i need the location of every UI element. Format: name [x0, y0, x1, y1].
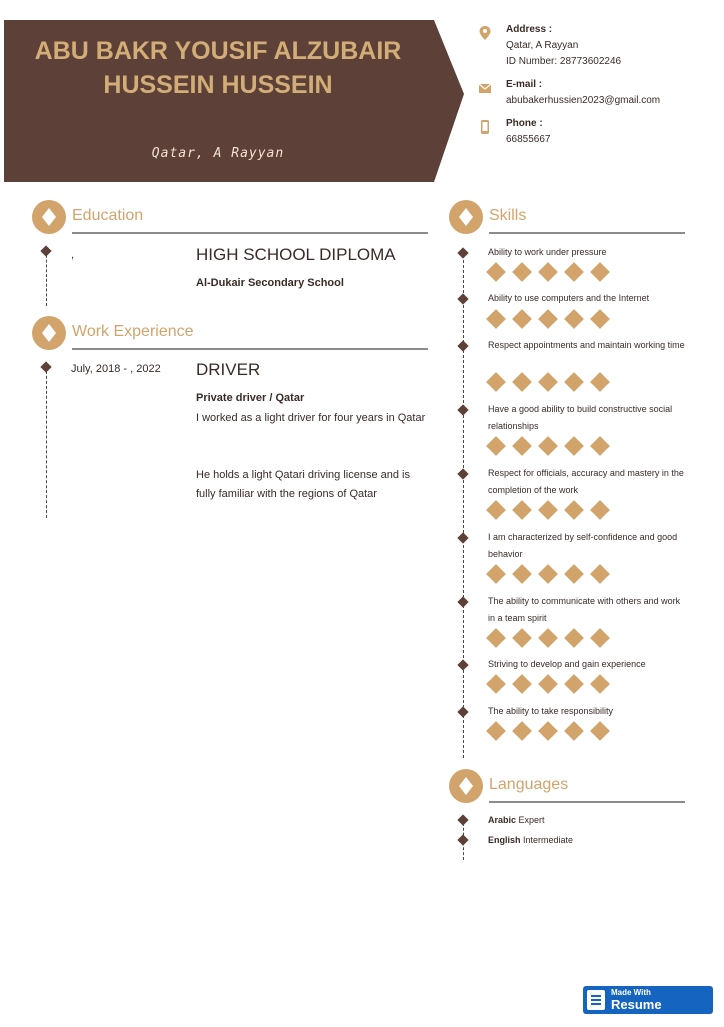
- rating-diamond-icon: [538, 372, 558, 392]
- rating-diamond-icon: [564, 674, 584, 694]
- rating-diamond-icon: [564, 721, 584, 741]
- work-title: Work Experience: [72, 323, 194, 340]
- rating-diamond-icon: [564, 564, 584, 584]
- language-name: Arabic: [488, 815, 517, 825]
- contact-block: [478, 22, 718, 155]
- rating-diamond-icon: [590, 262, 610, 282]
- address-label: Address :: [506, 24, 553, 35]
- work-description-2: He holds a light Qatari driving license and is fully familiar with the regions of Qatar: [196, 469, 411, 500]
- rating-diamond-icon: [590, 500, 610, 520]
- contact-phone: [478, 116, 718, 148]
- rating-diamond-icon: [486, 721, 506, 741]
- rating-diamond-icon: [590, 674, 610, 694]
- timeline-dot: [40, 245, 51, 256]
- skill-label: Respect appointments and maintain working time: [488, 340, 685, 350]
- education-date: ,: [71, 249, 75, 261]
- address-value: Qatar, A Rayyan: [506, 40, 579, 51]
- rating-diamond-icon: [512, 628, 532, 648]
- timeline-dot: [40, 361, 51, 372]
- work-company: Private driver / Qatar: [196, 392, 305, 404]
- rating-diamond-icon: [564, 309, 584, 329]
- rating-diamond-icon: [512, 436, 532, 456]
- work-description-1: I worked as a light driver for four years in Qatar: [196, 412, 426, 424]
- rating-diamond-icon: [564, 500, 584, 520]
- rating-diamond-icon: [590, 564, 610, 584]
- rating-diamond-icon: [486, 628, 506, 648]
- section-diamond-icon: [32, 316, 66, 350]
- rating-diamond-icon: [486, 436, 506, 456]
- candidate-name: ABU BAKR YOUSIF ALZUBAIR HUSSEIN HUSSEIN: [34, 37, 402, 99]
- timeline-line: [46, 250, 47, 306]
- timeline-dot: [457, 596, 468, 607]
- language-row: [488, 832, 573, 849]
- language-name: English: [488, 835, 521, 845]
- skill-label: The ability to take responsibility: [488, 706, 614, 716]
- rating-diamond-icon: [590, 436, 610, 456]
- document-icon: [587, 990, 605, 1010]
- phone-value[interactable]: 66855667: [506, 134, 551, 145]
- header-location: Qatar, A Rayyan: [151, 146, 285, 161]
- badge-line-2: Resume Builder!: [611, 997, 662, 1027]
- rating-diamond-icon: [486, 262, 506, 282]
- section-rule: [489, 232, 685, 234]
- envelope-icon: [478, 80, 492, 96]
- rating-diamond-icon: [538, 500, 558, 520]
- skill-label: I am characterized by self-confidence and good behavior: [488, 532, 678, 559]
- section-diamond-icon: [449, 769, 483, 803]
- rating-diamond-icon: [538, 309, 558, 329]
- skill-rating: [486, 262, 616, 282]
- rating-diamond-icon: [486, 564, 506, 584]
- skills-title: Skills: [489, 207, 527, 224]
- rating-diamond-icon: [538, 721, 558, 741]
- rating-diamond-icon: [512, 372, 532, 392]
- skill-rating: [486, 500, 616, 520]
- section-diamond-icon: [449, 200, 483, 234]
- timeline-dot: [457, 834, 468, 845]
- rating-diamond-icon: [564, 372, 584, 392]
- education-degree: HIGH SCHOOL DIPLOMA: [196, 245, 396, 264]
- rating-diamond-icon: [486, 674, 506, 694]
- skill-rating: [486, 309, 616, 329]
- location-pin-icon: [478, 25, 492, 41]
- skill-label: Respect for officials, accuracy and mastery in the completion of the work: [488, 468, 684, 495]
- rating-diamond-icon: [538, 674, 558, 694]
- rating-diamond-icon: [538, 564, 558, 584]
- timeline-line: [463, 250, 464, 758]
- rating-diamond-icon: [538, 262, 558, 282]
- rating-diamond-icon: [512, 500, 532, 520]
- rating-diamond-icon: [590, 309, 610, 329]
- rating-diamond-icon: [590, 628, 610, 648]
- skill-label: Ability to work under pressure: [488, 247, 607, 257]
- education-title: Education: [72, 207, 144, 224]
- rating-diamond-icon: [512, 564, 532, 584]
- rating-diamond-icon: [590, 372, 610, 392]
- skill-rating: [486, 628, 616, 648]
- phone-label: Phone :: [506, 118, 543, 129]
- rating-diamond-icon: [512, 309, 532, 329]
- timeline-dot: [457, 814, 468, 825]
- rating-diamond-icon: [486, 309, 506, 329]
- rating-diamond-icon: [538, 436, 558, 456]
- language-level: Intermediate: [523, 835, 574, 845]
- timeline-dot: [457, 340, 468, 351]
- email-value[interactable]: abubakerhussien2023@gmail.com: [506, 95, 661, 106]
- rating-diamond-icon: [564, 262, 584, 282]
- email-label: E-mail :: [506, 79, 543, 90]
- rating-diamond-icon: [564, 628, 584, 648]
- section-rule: [489, 801, 685, 803]
- timeline-dot: [457, 468, 468, 479]
- rating-diamond-icon: [512, 674, 532, 694]
- id-number: ID Number: 28773602246: [506, 56, 622, 67]
- skill-rating: [486, 436, 616, 456]
- timeline-dot: [457, 706, 468, 717]
- section-rule: [72, 348, 428, 350]
- badge-line-1: Made With: [611, 988, 651, 997]
- timeline-dot: [457, 293, 468, 304]
- skill-label: Have a good ability to build constructive social relationships: [488, 404, 673, 431]
- timeline-dot: [457, 659, 468, 670]
- rating-diamond-icon: [564, 436, 584, 456]
- languages-title: Languages: [489, 776, 569, 793]
- skill-rating: [486, 721, 616, 741]
- rating-diamond-icon: [486, 500, 506, 520]
- contact-email: [478, 77, 718, 109]
- section-diamond-icon: [32, 200, 66, 234]
- phone-icon: [478, 119, 492, 135]
- work-role: DRIVER: [196, 360, 261, 379]
- rating-diamond-icon: [512, 262, 532, 282]
- work-date: July, 2018 - , 2022: [71, 363, 161, 375]
- rating-diamond-icon: [590, 721, 610, 741]
- language-level: Expert: [518, 815, 545, 825]
- timeline-dot: [457, 247, 468, 258]
- skill-rating: [486, 564, 616, 584]
- education-school: Al-Dukair Secondary School: [196, 277, 344, 289]
- made-with-badge[interactable]: [583, 986, 713, 1027]
- skill-label: The ability to communicate with others and work in a team spirit: [488, 596, 681, 623]
- rating-diamond-icon: [486, 372, 506, 392]
- skill-rating: [486, 674, 616, 694]
- timeline-dot: [457, 532, 468, 543]
- contact-address: [478, 22, 718, 70]
- skill-label: Ability to use computers and the Internet: [488, 293, 650, 303]
- skill-label: Striving to develop and gain experience: [488, 659, 646, 669]
- skill-rating: [486, 372, 616, 392]
- timeline-dot: [457, 404, 468, 415]
- rating-diamond-icon: [538, 628, 558, 648]
- language-row: [488, 812, 545, 829]
- rating-diamond-icon: [512, 721, 532, 741]
- section-rule: [72, 232, 428, 234]
- timeline-line: [46, 366, 47, 518]
